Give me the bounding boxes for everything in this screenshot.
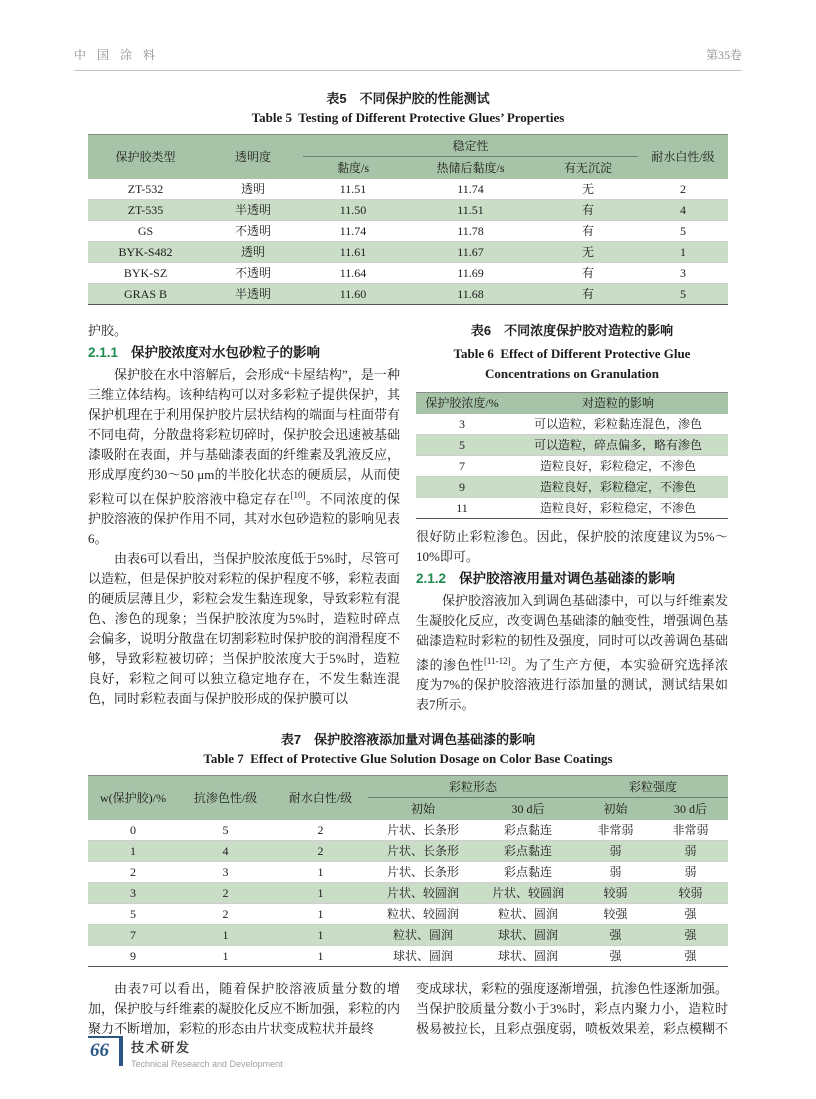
table-cell: 强 <box>609 948 622 963</box>
table-cell: 有 <box>581 286 594 301</box>
table-cell: 非常弱 <box>672 822 709 837</box>
paragraph-text: 。为了生产方便，本实验研究选择浓度为7%的保护胶溶液进行添加量的测试，测试结果如表7所示。 <box>416 657 728 713</box>
table-cell: 造粒良好，彩粒稳定，不渗色 <box>539 480 696 494</box>
table-cell: 11.68 <box>457 286 484 301</box>
table-cell: 透明 <box>240 181 265 196</box>
table7 <box>88 775 728 967</box>
table-cell: 1 <box>680 244 686 259</box>
table-cell: 可以造粒，碎点偏多，略有渗色 <box>533 438 702 452</box>
table-cell: 11 <box>456 501 468 515</box>
section-heading-212 <box>416 569 728 589</box>
table-row <box>416 477 728 498</box>
table6-block <box>416 321 728 520</box>
bottom-left-column <box>88 979 400 1039</box>
table5 <box>88 134 728 305</box>
table-cell: 片状、长条形 <box>386 843 459 858</box>
table-cell: 4 <box>680 202 686 217</box>
page-number: 66 <box>90 1040 109 1061</box>
table-row <box>88 241 728 262</box>
column-header: 保护胶浓度/% <box>416 392 508 414</box>
column-header: 耐水白性/级 <box>638 135 728 179</box>
table-cell: 1 <box>222 948 229 963</box>
table-cell: 3 <box>680 265 686 280</box>
column-group-header: 稳定性 <box>303 135 638 157</box>
table-cell: 11.74 <box>457 181 484 196</box>
table-cell: 7 <box>459 459 465 473</box>
table-row <box>88 199 728 220</box>
column-header: 抗渗色性/级 <box>178 776 273 820</box>
column-header: 初始 <box>578 798 653 820</box>
table-cell: 粒状、较圆润 <box>386 906 459 921</box>
paragraph-text: 保护胶溶液加入到调色基础漆中，可以与纤维素发生凝胶化反应，改变调色基础漆的触变性，增强调色基础漆造粒时彩粒的韧性及强度，同时可以改善调色基础漆的渗色性 <box>416 593 729 673</box>
table-cell: 5 <box>130 906 136 921</box>
table-cell: 有 <box>581 202 594 217</box>
table-row <box>88 283 728 304</box>
table-cell: 粒状、圆润 <box>498 906 559 921</box>
table-cell: 较强 <box>603 906 628 921</box>
body-paragraph: 由表6可以看出，当保护胶浓度低于5%时，尽管可以造粒，但是保护胶对彩粒的保护程度不够，彩粒表面的硬质层薄且少，彩粒会发生黏连现象，导致彩粒有混色、渗色的现象；当保护胶浓度为5%时，造粒时碎点会偏多，说明分散盘在切割彩粒时保护胶的润滑程度不够，导致彩粒被切碎；当保护胶浓度大于5%时，造粒良好，彩粒之间可以独立稳定地存在，不发生黏连混色，同时彩粒表面与保护胶形成的保护膜可以 <box>88 550 401 706</box>
column-header: 初始 <box>368 798 478 820</box>
table-cell: 造粒良好，彩粒稳定，不渗色 <box>539 459 696 473</box>
journal-name: 中 国 涂 料 <box>74 48 160 62</box>
table-cell: 非常弱 <box>597 822 634 837</box>
table-row <box>416 456 728 477</box>
table-cell: 无 <box>581 181 594 196</box>
table-cell: 造粒良好，彩粒稳定，不渗色 <box>539 501 696 515</box>
running-head <box>74 46 742 71</box>
column-header: 耐水白性/级 <box>273 776 368 820</box>
column-header: 热储后黏度/s <box>403 157 538 179</box>
table-cell: 弱 <box>609 843 622 858</box>
table-cell: 11.51 <box>339 181 367 196</box>
paragraph-text: 保护胶在水中溶解后，会形成“卡屋结构”，是一种三维立体结构。该种结构可以对多彩粒子提供保护，其保护机理在于利用保护胶片层状结构的端面与柱面带有不同电荷，分散盘将彩粒切碎时，保护胶会迅速被基础漆吸附在表面，并与基础漆表面的纤维素及乳液反应，形成厚度约30～50 μm的半胶化状态的硬质层，从而使彩粒可以在保护胶溶液中稳定存在 <box>88 366 401 506</box>
table-cell: 11.78 <box>457 223 484 238</box>
volume-number: 第35卷 <box>705 48 742 62</box>
table-cell: 较弱 <box>603 885 628 900</box>
table6-header-row <box>416 392 728 414</box>
column-header: w(保护胶)/% <box>88 776 178 820</box>
table-cell: 2 <box>130 864 136 879</box>
table-cell: 1 <box>317 927 324 942</box>
table-cell: 1 <box>130 843 136 858</box>
table7-caption-cn: 表7 保护胶溶液添加量对调色基础漆的影响 <box>280 732 536 748</box>
column-header: 黏度/s <box>303 157 403 179</box>
table-cell: 片状、较圆润 <box>386 885 459 900</box>
table-cell: 2 <box>222 885 229 900</box>
table-cell: ZT-535 <box>127 202 164 217</box>
table-cell: 9 <box>459 480 465 494</box>
section-title: 保护胶溶液用量对调色基础漆的影响 <box>459 571 676 586</box>
table-row <box>416 435 728 456</box>
paragraph-text: 。不同浓度的保护胶溶液的保护作用不同，其对水包砂造粒的影响见表6。 <box>88 490 401 546</box>
table-cell: 彩点黏连 <box>504 843 553 858</box>
bottom-right-column <box>416 979 728 1039</box>
table-cell: 3 <box>459 417 465 431</box>
body-paragraph: 护胶。 <box>88 322 128 338</box>
table-cell: 2 <box>222 906 229 921</box>
table-row <box>88 882 728 903</box>
column-group-header: 彩粒强度 <box>578 776 728 798</box>
table7-header-row1 <box>88 776 728 798</box>
column-header: 30 d后 <box>478 798 578 820</box>
column-header: 透明度 <box>203 135 303 179</box>
table-cell: 11.74 <box>339 223 367 238</box>
table-cell: 有 <box>581 223 594 238</box>
table-cell: 2 <box>317 822 324 837</box>
page-content <box>88 88 728 1039</box>
table-row <box>88 924 728 945</box>
table-cell: 粒状、圆润 <box>392 927 453 942</box>
table-cell: 可以造粒，彩粒黏连混色，渗色 <box>533 417 702 431</box>
table-row <box>88 220 728 241</box>
table-row <box>88 262 728 283</box>
citation-ref: [11-12] <box>483 656 511 666</box>
table-cell: 9 <box>130 948 136 963</box>
table-cell: 彩点黏连 <box>504 822 553 837</box>
table-row <box>88 945 728 966</box>
table-cell: 较弱 <box>678 885 703 900</box>
table-cell: 11.61 <box>339 244 367 259</box>
table-cell: 5 <box>459 438 465 452</box>
table5-caption-en: Table 5 Testing of Different Protective Glues’ Properties <box>251 110 565 125</box>
table-cell: 强 <box>684 948 697 963</box>
section-heading-211 <box>88 343 400 363</box>
table-cell: 11.50 <box>339 202 367 217</box>
table-cell: 强 <box>609 927 622 942</box>
table-cell: 11.64 <box>339 265 367 280</box>
section-number: 2.1.1 <box>88 344 119 360</box>
table-row <box>88 861 728 882</box>
table-cell: 1 <box>317 948 324 963</box>
table-cell: 片状、长条形 <box>386 864 459 879</box>
table-row <box>88 820 728 841</box>
table-cell: 有 <box>581 265 594 280</box>
table6-caption-en: Table 6 Effect of Different Protective Glue <box>453 345 691 361</box>
table6-caption-en2: Concentrations on Granulation <box>484 365 660 381</box>
table-cell: 不透明 <box>234 223 271 238</box>
table-cell: BYK-S482 <box>118 244 173 259</box>
table-cell: 11.69 <box>457 265 484 280</box>
body-paragraph: 由表7可以看出，随着保护胶溶液质量分数的增加，保护胶与纤维素的凝胶化反应不断加强，彩粒的内聚力不断增加，彩粒的形态由片状变成粒状并最终 <box>88 980 401 1036</box>
table-cell: 11.60 <box>339 286 367 301</box>
footer-divider <box>119 1036 123 1066</box>
body-paragraph <box>416 591 728 715</box>
column-header: 30 d后 <box>653 798 728 820</box>
body-paragraph: 变成球状，彩粒的强度逐渐增强，抗渗色性逐渐加强。当保护胶质量分数小于3%时，彩点内聚力小，造粒时极易被拉长，且彩点强度弱，喷板效果差，彩点模糊不 <box>416 980 729 1036</box>
table-cell: 半透明 <box>234 202 271 217</box>
table6 <box>416 392 728 520</box>
table-cell: 弱 <box>684 864 697 879</box>
table-cell: 球状、圆润 <box>498 948 559 963</box>
table-cell: 球状、圆润 <box>498 927 559 942</box>
table-cell: 7 <box>130 927 136 942</box>
footer-section-en: Technical Research and Development <box>131 1059 283 1069</box>
table7-caption-en: Table 7 Effect of Protective Glue Solution Dosage on Color Base Coatings <box>203 751 613 767</box>
table-cell: 0 <box>130 822 136 837</box>
table-row <box>88 903 728 924</box>
table-row <box>416 414 728 435</box>
citation-ref: [10] <box>290 489 306 500</box>
table-cell: 彩点黏连 <box>504 864 553 879</box>
right-column <box>416 321 728 716</box>
table-cell: 3 <box>222 864 229 879</box>
page-number-box <box>88 1036 119 1062</box>
table-cell: 11.51 <box>457 202 484 217</box>
table-cell: 强 <box>684 927 697 942</box>
table-row <box>416 498 728 519</box>
table-cell: 1 <box>222 927 229 942</box>
table-cell: GS <box>137 223 154 238</box>
table-cell: 1 <box>317 864 324 879</box>
table-cell: 片状、较圆润 <box>492 885 565 900</box>
footer-section <box>131 1036 283 1069</box>
column-header: 保护胶类型 <box>88 135 203 179</box>
body-paragraph: 很好防止彩粒渗色。因此，保护胶的浓度建议为5%～10%即可。 <box>416 529 728 564</box>
table-cell: BYK-SZ <box>123 265 168 280</box>
column-header: 对造粒的影响 <box>508 392 728 414</box>
body-paragraph <box>88 365 400 549</box>
table-cell: 5 <box>680 286 686 301</box>
table-cell: 5 <box>222 822 229 837</box>
table-cell: 1 <box>317 906 324 921</box>
table-cell: 球状、圆润 <box>392 948 453 963</box>
column-group-header: 彩粒形态 <box>368 776 578 798</box>
table-cell: 11.67 <box>457 244 484 259</box>
table7-block <box>88 729 728 967</box>
table5-caption-cn: 表5 不同保护胶的性能测试 <box>326 91 490 106</box>
table-cell: 强 <box>684 906 697 921</box>
table-cell: 2 <box>317 843 324 858</box>
page-footer <box>88 1036 283 1069</box>
table-cell: 半透明 <box>234 286 271 301</box>
table-cell: 2 <box>680 181 686 196</box>
table-row <box>88 179 728 200</box>
table5-header-row1 <box>88 135 728 157</box>
table-cell: 无 <box>581 244 594 259</box>
table-cell: 1 <box>317 885 324 900</box>
footer-section-cn: 技术研发 <box>131 1040 192 1055</box>
table-cell: 弱 <box>684 843 697 858</box>
table-cell: 弱 <box>609 864 622 879</box>
table-cell: 5 <box>680 223 686 238</box>
table-cell: 不透明 <box>234 265 271 280</box>
section-number: 2.1.2 <box>416 571 447 586</box>
left-column <box>88 321 400 716</box>
column-header: 有无沉淀 <box>538 157 638 179</box>
table-cell: GRAS B <box>123 286 167 301</box>
section-title: 保护胶浓度对水包砂粒子的影响 <box>131 344 321 360</box>
table-cell: ZT-532 <box>127 181 164 196</box>
table-cell: 透明 <box>240 244 265 259</box>
table-cell: 片状、长条形 <box>386 822 459 837</box>
table-cell: 4 <box>222 843 229 858</box>
table-cell: 3 <box>130 885 136 900</box>
table6-caption-cn: 表6 不同浓度保护胶对造粒的影响 <box>470 322 674 338</box>
table-row <box>88 840 728 861</box>
